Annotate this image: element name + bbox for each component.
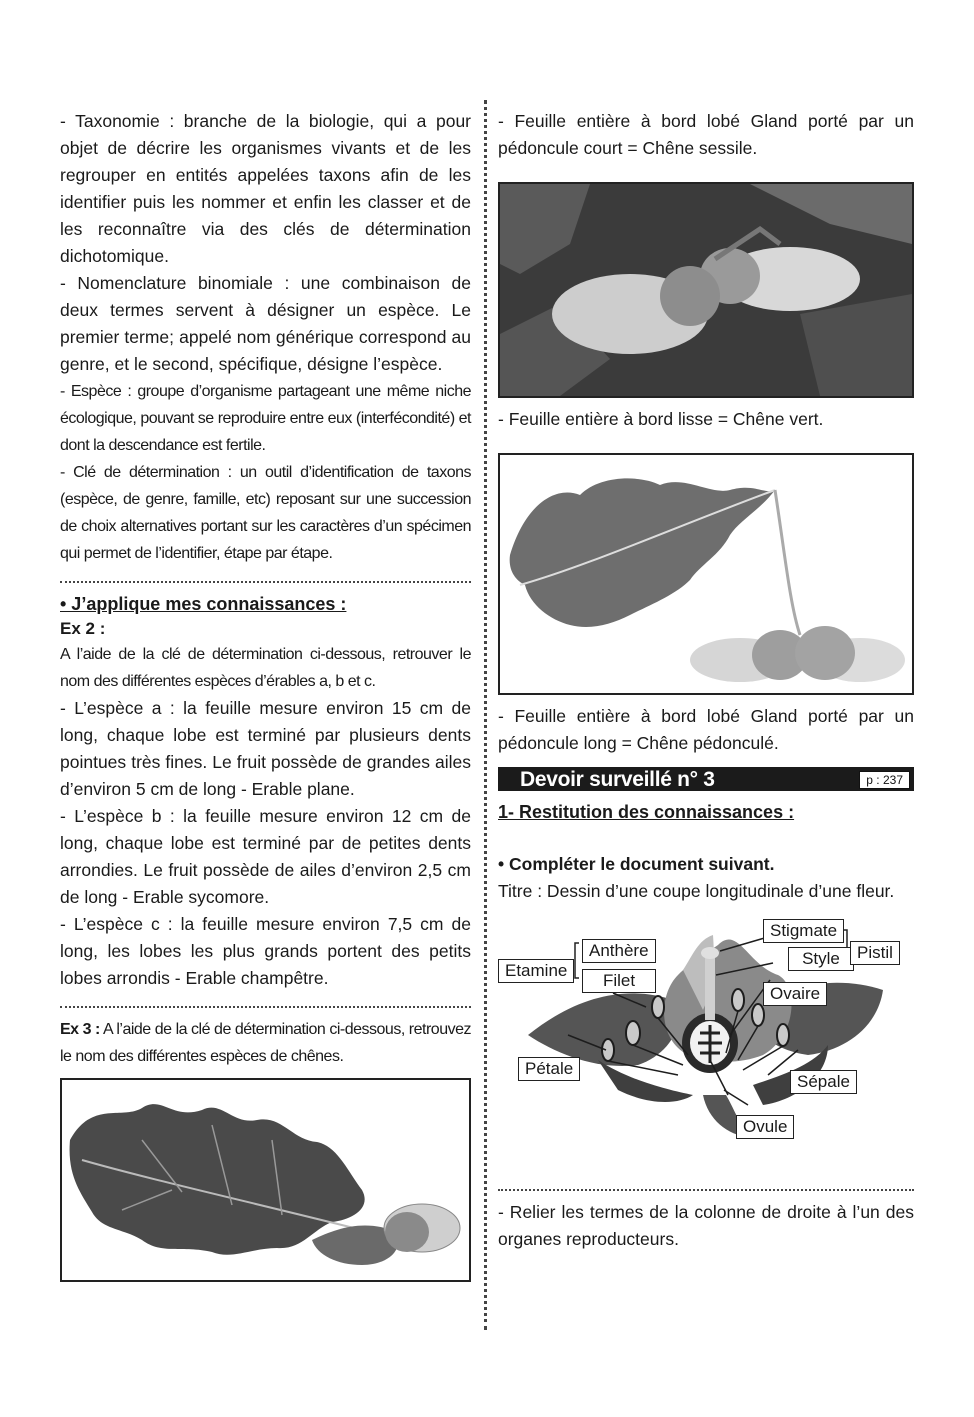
flower-diagram-title: Titre : Dessin d’une coupe longitudinale d’une fleur.: [498, 881, 895, 901]
dotted-separator: [60, 581, 471, 583]
ex2-intro: A l’aide de la clé de détermination ci-dessous, retrouver le nom des différentes espèces d’érables a, b et c.: [60, 646, 471, 690]
oak-leaf-photo-1: [60, 1078, 471, 1282]
complete-heading: • Compléter le document suivant.: [498, 854, 775, 874]
ex3-label: Ex 3 :: [60, 1021, 100, 1038]
dotted-separator: [498, 1189, 914, 1191]
definition-nomenclature: - Nomenclature binomiale : une combinaison de deux termes servent à désigner un espèce. Le premier terme; appelé nom générique correspond au genre, et le second, spécifique, désigne l’espèce.: [60, 273, 471, 374]
label-style: Style: [788, 947, 854, 971]
oak-leaf-image: [62, 1080, 469, 1280]
caption-chene-sessile: - Feuille entière à bord lobé Gland porté par un pédoncule court = Chêne sessile.: [498, 111, 914, 158]
acorn-image: [500, 184, 912, 396]
restitution-heading: 1- Restitution des connaissances :: [498, 802, 795, 822]
apply-heading: • J’applique mes connaissances :: [60, 594, 347, 614]
devoir-surveille-title: Devoir surveillé n° 3: [520, 768, 715, 791]
relier-instruction: - Relier les termes de la colonne de droite à l’un des organes reproducteurs.: [498, 1202, 914, 1249]
definition-taxonomie: - Taxonomie : branche de la biologie, qui a pour objet de décrire les organismes vivants et de les regrouper en entités appelées taxons afin de les identifier puis les nommer et enfin les classer et de les reconnaître via des clés de détermination dichotomique.: [60, 111, 471, 266]
ex2-item-b: - L’espèce b : la feuille mesure environ 12 cm de long, chaque lobe est terminé par de petites dents arrondies. Le fruit possède de ailes d’environ 2,5 cm de long - Erable sycomore.: [60, 806, 471, 907]
ex3-paragraph: [60, 1016, 471, 1070]
label-ovaire: Ovaire: [763, 982, 827, 1006]
label-stigmate: Stigmate: [763, 919, 844, 943]
definition-espece: - Espèce : groupe d’organisme partageant une même niche écologique, pouvant se reproduire entre eux (interfécondité) et dont la descendance est fertile.: [60, 383, 471, 454]
label-sepale: Sépale: [790, 1070, 857, 1094]
label-pistil: Pistil: [850, 941, 900, 965]
left-column: [60, 108, 471, 1282]
label-anthere: Anthère: [582, 939, 656, 963]
dotted-separator: [60, 1006, 471, 1008]
oak-leaf-acorns-image: [500, 455, 912, 693]
caption-chene-pedoncule: - Feuille entière à bord lobé Gland porté par un pédoncule long = Chêne pédonculé.: [498, 706, 914, 753]
label-ovule: Ovule: [736, 1115, 794, 1139]
caption-chene-vert: - Feuille entière à bord lisse = Chêne vert.: [498, 409, 824, 429]
oak-leaf-photo-2: [498, 453, 914, 695]
page-reference: p : 237: [859, 771, 910, 789]
flower-diagram: [498, 915, 914, 1165]
right-column: [498, 108, 914, 1253]
acorn-photo-sessile: [498, 182, 914, 398]
ex2-label: Ex 2 :: [60, 619, 106, 638]
label-filet: Filet: [582, 969, 656, 993]
label-etamine: Etamine: [498, 959, 574, 983]
column-divider: [484, 100, 487, 1330]
ex2-item-a: - L’espèce a : la feuille mesure environ 15 cm de long, chaque lobe est terminé par plusieurs dents pointues très fines. Le fruit possède de grandes ailes d’environ 5 cm de long - Erable plane.: [60, 698, 471, 799]
label-petale: Pétale: [518, 1057, 580, 1081]
devoir-surveille-bar: [498, 767, 914, 791]
definition-cle: - Clé de détermination : un outil d’identification de taxons (espèce, de genre, famille, etc) reposant sur une succession de choix alternatives portant sur les caractères d’un spécimen qui permet de l’identifier, étape par étape.: [60, 464, 471, 562]
ex3-text: A l’aide de la clé de détermination ci-dessous, retrouvez le nom des différentes espèces de chênes.: [60, 1021, 472, 1065]
ex2-item-c: - L’espèce c : la feuille mesure environ 7,5 cm de long, les lobes les plus grands portent des petits lobes arrondis - Erable champêtre.: [60, 914, 471, 988]
